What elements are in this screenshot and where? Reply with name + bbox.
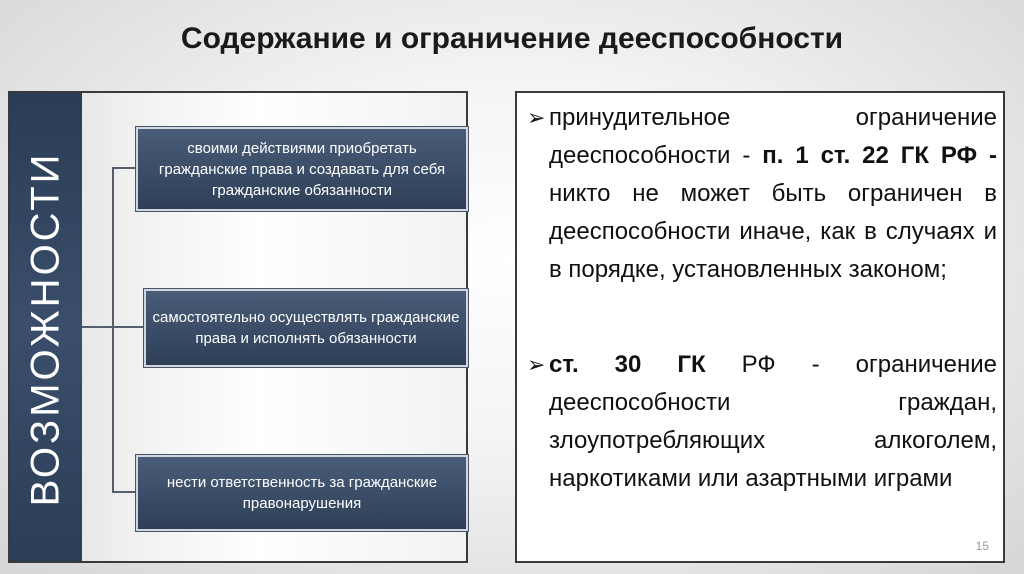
restriction-2-text-bold: ст. 30 ГК [549,351,706,378]
bullet-arrow-icon: ➢ [527,105,546,130]
restriction-bullet-1 [527,99,997,289]
restriction-2-text-post: РФ - ограничение дееспособности граждан, злоупотребляющих алкоголем, наркотиками или азартными играми [549,351,998,492]
restriction-1-text-bold: п. 1 ст. 22 ГК РФ - [762,142,998,169]
page-number: 15 [975,539,989,553]
connector-vertical [112,167,114,493]
capability-box-exercise-rights: самостоятельно осуществлять гражданские права и исполнять обязанности [144,289,468,367]
restriction-1-text-post: никто не может быть ограничен в дееспособности иначе, как в случаях и в порядке, установленных законом; [549,180,997,283]
connector-branch-1 [112,167,136,169]
slide-title: Содержание и ограничение дееспособности [180,22,844,55]
bullet-arrow-icon: ➢ [527,352,546,377]
capabilities-label: ВОЗМОЖНОСТИ [23,151,68,507]
restriction-1-text-pre: принудительное ограничение дееспособности - [549,104,997,169]
restriction-bullet-2 [527,346,997,498]
connector-horizontal-main [82,326,112,328]
capabilities-panel [8,91,468,563]
restrictions-panel [515,91,1005,563]
connector-branch-2 [112,326,144,328]
capability-box-responsibility: нести ответственность за гражданские правонарушения [136,455,468,531]
capabilities-side-bar [10,93,82,561]
capability-box-acquire-rights: своими действиями приобретать гражданские права и создавать для себя гражданские обязанности [136,127,468,211]
